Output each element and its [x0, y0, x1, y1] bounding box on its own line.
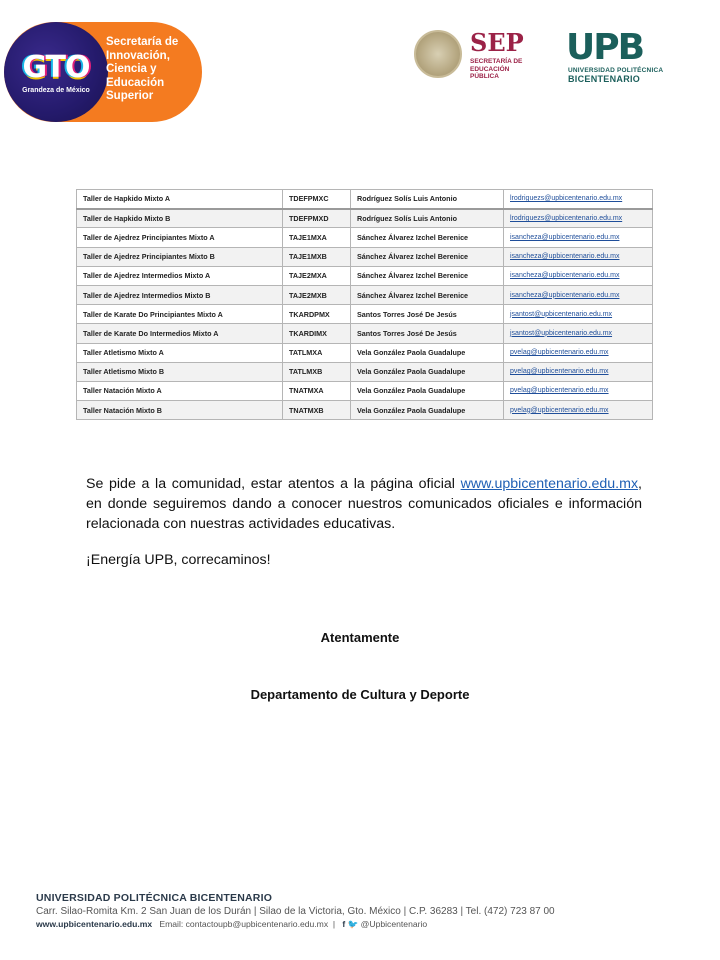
slogan: ¡Energía UPB, correcaminos!	[86, 552, 271, 568]
instructor-name: Sánchez Álvarez Izchel Berenice	[351, 266, 504, 285]
instructor-email[interactable]: jsantost@upbicentenario.edu.mx	[504, 324, 653, 343]
workshop-code: TATLMXA	[283, 343, 351, 362]
workshop-code: TAJE2MXA	[283, 266, 351, 285]
letterhead	[0, 0, 720, 130]
workshop-name: Taller Atletismo Mixto A	[77, 343, 283, 362]
national-seal-icon	[414, 30, 462, 78]
workshop-code: TNATMXA	[283, 381, 351, 400]
instructor-name: Vela González Paola Guadalupe	[351, 362, 504, 381]
table-row	[77, 266, 653, 285]
workshop-name: Taller de Karate Do Principiantes Mixto A	[77, 305, 283, 324]
social-icons: f 🐦	[342, 919, 359, 929]
instructor-email[interactable]: pvelag@upbicentenario.edu.mx	[504, 362, 653, 381]
gto-logo	[4, 22, 108, 122]
workshop-code: TKARDPMX	[283, 305, 351, 324]
workshop-code: TDEFPMXC	[283, 190, 351, 209]
instructor-name: Rodríguez Solís Luis Antonio	[351, 190, 504, 209]
gto-logo-tagline: Grandeza de México	[22, 87, 90, 94]
instructor-email[interactable]: isancheza@upbicentenario.edu.mx	[504, 228, 653, 247]
footer-web[interactable]: www.upbicentenario.edu.mx	[36, 919, 153, 929]
workshop-name: Taller de Hapkido Mixto A	[77, 190, 283, 209]
instructor-email[interactable]: isancheza@upbicentenario.edu.mx	[504, 285, 653, 304]
table-row	[77, 247, 653, 266]
upb-logo	[564, 27, 674, 86]
workshop-name: Taller Natación Mixto A	[77, 381, 283, 400]
table-row	[77, 381, 653, 400]
department-signature: Departamento de Cultura y Deporte	[250, 687, 470, 702]
instructor-email[interactable]: pvelag@upbicentenario.edu.mx	[504, 381, 653, 400]
announcement-paragraph	[86, 474, 642, 534]
instructor-name: Vela González Paola Guadalupe	[351, 401, 504, 420]
workshop-code: TAJE2MXB	[283, 285, 351, 304]
footer-email: Email: contactoupb@upbicentenario.edu.mx	[159, 919, 329, 929]
footer-address: Carr. Silao-Romita Km. 2 San Juan de los Durán | Silao de la Victoria, Gto. México | C.P. 36283 | Tel. (472) 723 87 00	[36, 906, 555, 917]
table-row	[77, 285, 653, 304]
footer-university: UNIVERSIDAD POLITÉCNICA BICENTENARIO	[36, 892, 273, 904]
announcement-text-end: , en donde seguiremos dando a conocer nuestros comunicados oficiales e información relacionada con nuestras actividades educativas.	[86, 476, 642, 532]
workshops-table	[76, 189, 653, 420]
table-row	[77, 343, 653, 362]
workshop-code: TNATMXB	[283, 401, 351, 420]
secretaria-name: Secretaría de Innovación, Ciencia y Educación Superior	[106, 36, 179, 102]
instructor-name: Santos Torres José De Jesús	[351, 324, 504, 343]
workshop-name: Taller de Ajedrez Principiantes Mixto A	[77, 228, 283, 247]
table-row	[77, 324, 653, 343]
upb-logo-line2: BICENTENARIO	[568, 74, 641, 84]
footer	[36, 892, 676, 930]
instructor-email[interactable]: isancheza@upbicentenario.edu.mx	[504, 247, 653, 266]
workshop-name: Taller de Hapkido Mixto B	[77, 209, 283, 228]
table-row	[77, 209, 653, 228]
workshop-code: TAJE1MXB	[283, 247, 351, 266]
instructor-name: Santos Torres José De Jesús	[351, 305, 504, 324]
gto-logo-word: GTO	[22, 50, 90, 85]
sep-logo	[414, 28, 534, 84]
instructor-name: Vela González Paola Guadalupe	[351, 343, 504, 362]
footer-social: @Upbicentenario	[360, 919, 428, 929]
table-row	[77, 228, 653, 247]
workshop-name: Taller de Ajedrez Intermedios Mixto A	[77, 266, 283, 285]
workshop-name: Taller de Ajedrez Principiantes Mixto B	[77, 247, 283, 266]
sep-full-name: SECRETARÍA DE EDUCACIÓN PÚBLICA	[470, 58, 523, 80]
workshop-name: Taller Atletismo Mixto B	[77, 362, 283, 381]
upb-logo-mark: UPB	[566, 27, 644, 68]
instructor-name: Vela González Paola Guadalupe	[351, 381, 504, 400]
workshop-code: TAJE1MXA	[283, 228, 351, 247]
workshop-name: Taller de Karate Do Intermedios Mixto A	[77, 324, 283, 343]
official-site-link[interactable]: www.upbicentenario.edu.mx	[460, 476, 639, 492]
instructor-email[interactable]: lrodriguezs@upbicentenario.edu.mx	[504, 209, 653, 228]
closing-salutation: Atentamente	[320, 630, 400, 645]
table-row	[77, 362, 653, 381]
announcement-text-start: Se pide a la comunidad, estar atentos a la página oficial	[86, 476, 461, 492]
instructor-name: Sánchez Álvarez Izchel Berenice	[351, 247, 504, 266]
workshop-name: Taller de Ajedrez Intermedios Mixto B	[77, 285, 283, 304]
footer-contact: www.upbicentenario.edu.mx Email: contactoupb@upbicentenario.edu.mx | f 🐦 @Upbicentenario	[36, 919, 428, 929]
instructor-email[interactable]: pvelag@upbicentenario.edu.mx	[504, 401, 653, 420]
workshop-name: Taller Natación Mixto B	[77, 401, 283, 420]
workshop-code: TATLMXB	[283, 362, 351, 381]
instructor-name: Sánchez Álvarez Izchel Berenice	[351, 228, 504, 247]
table-row	[77, 190, 653, 209]
instructor-name: Rodríguez Solís Luis Antonio	[351, 209, 504, 228]
instructor-email[interactable]: jsantost@upbicentenario.edu.mx	[504, 305, 653, 324]
table-row	[77, 305, 653, 324]
workshop-code: TKARDIMX	[283, 324, 351, 343]
sep-acronym: SEP	[470, 28, 524, 57]
instructor-name: Sánchez Álvarez Izchel Berenice	[351, 285, 504, 304]
workshop-code: TDEFPMXD	[283, 209, 351, 228]
upb-logo-line1: UNIVERSIDAD POLITÉCNICA	[568, 67, 664, 74]
table-row	[77, 401, 653, 420]
instructor-email[interactable]: isancheza@upbicentenario.edu.mx	[504, 266, 653, 285]
instructor-email[interactable]: pvelag@upbicentenario.edu.mx	[504, 343, 653, 362]
instructor-email[interactable]: lrodriguezs@upbicentenario.edu.mx	[504, 190, 653, 209]
